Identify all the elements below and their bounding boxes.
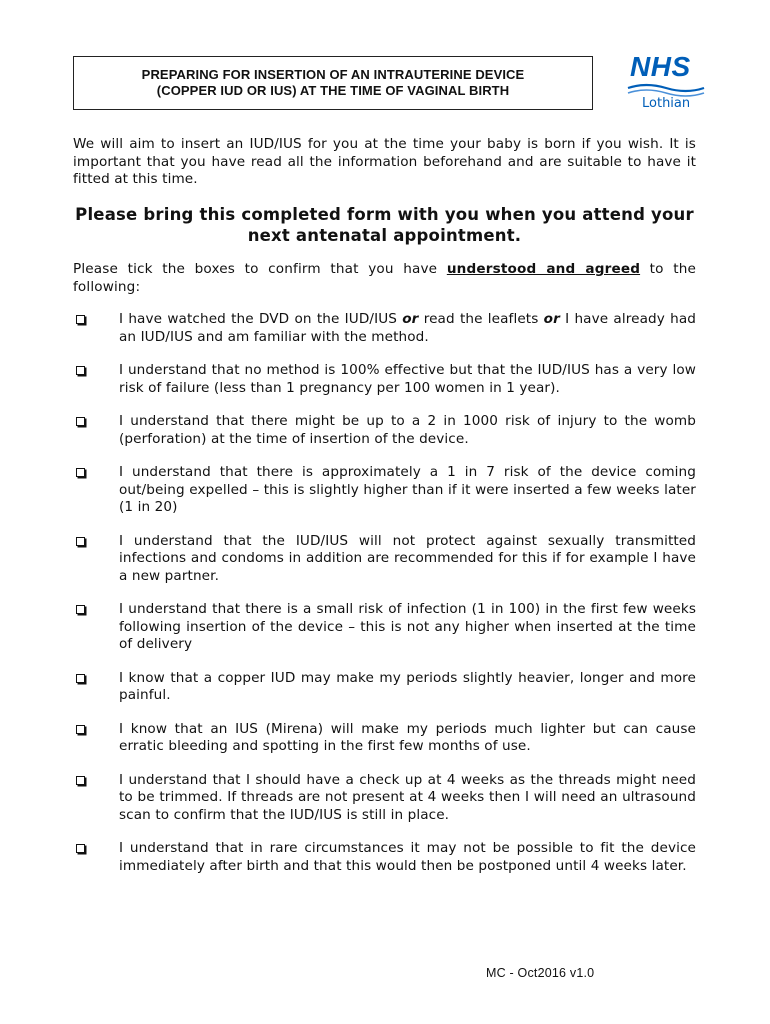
confirm-text-before: Please tick the boxes to confirm that you have [73, 261, 447, 277]
checklist-item [73, 840, 696, 875]
nhs-wordmark: NHS [630, 51, 691, 82]
checklist-item [73, 601, 696, 654]
confirm-text-after: to the following: [73, 261, 697, 295]
nhs-lothian-logo [624, 52, 708, 116]
checklist-item [73, 533, 696, 586]
item-or-emphasis: or [402, 311, 419, 327]
checklist-item-text [119, 311, 696, 346]
checklist-item-text: I understand that there is approximately a 1 in 7 risk of the device coming out/being expelled – this is slightly higher than if it were inserted a few weeks later (1 in 20) [119, 464, 696, 515]
checklist-item-text: I understand that there is a small risk of infection (1 in 100) in the first few weeks following insertion of the device – this is not any higher when inserted at the time of delivery [119, 601, 696, 652]
confirm-emphasis: understood and agreed [446, 261, 641, 277]
item-text-part: read the leaflets [418, 311, 544, 327]
checkbox-icon[interactable] [76, 537, 85, 546]
checkbox-icon[interactable] [76, 725, 85, 734]
checklist-item-text: I understand that I should have a check up at 4 weeks as the threads might need to be trimmed. If threads are not present at 4 weeks then I will need an ultrasound scan to confirm that the IUD/IUS is still in place. [119, 771, 696, 823]
checklist-item [73, 311, 696, 346]
bring-form-heading: Please bring this completed form with you when you attend your next antenatal appointment. [75, 205, 694, 245]
checklist-item-text: I understand that in rare circumstances it may not be possible to fit the device immediately after birth and that this would then be postponed until 4 weeks later. [119, 840, 696, 874]
confirm-instructions [73, 261, 696, 296]
checkbox-icon[interactable] [76, 366, 85, 375]
checklist-item-text: I know that an IUS (Mirena) will make my periods much lighter but can cause erratic bleeding and spotting in the first few months of use. [119, 720, 696, 754]
checklist-item-text: I know that a copper IUD may make my periods slightly heavier, longer and more painful. [119, 669, 696, 703]
intro-paragraph: We will aim to insert an IUD/IUS for you at the time your baby is born if you wish. It is important that you have read all the information beforehand and are suitable to have it fitted at this time. [73, 136, 696, 187]
checklist-item [73, 464, 696, 517]
checklist-item-text: I understand that the IUD/IUS will not protect against sexually transmitted infections and condoms in addition are recommended for this if for example I have a new partner. [119, 532, 696, 584]
document-title-line-2: (COPPER IUD OR IUS) AT THE TIME OF VAGINAL BIRTH [156, 83, 510, 98]
checkbox-icon[interactable] [76, 776, 85, 785]
checklist-item [73, 413, 696, 448]
document-title-line-1: PREPARING FOR INSERTION OF AN INTRAUTERINE DEVICE [141, 67, 525, 82]
checklist-item [73, 362, 696, 397]
checklist-item [73, 721, 696, 756]
confirmation-checklist [73, 311, 696, 891]
item-text-part: I have already had an IUD/IUS and am familiar with the method. [119, 311, 696, 345]
checkbox-icon[interactable] [76, 674, 85, 683]
document-title-box [73, 56, 593, 110]
checkbox-icon[interactable] [76, 315, 85, 324]
checkbox-icon[interactable] [76, 605, 85, 614]
version-footer: MC - Oct2016 v1.0 [486, 966, 595, 980]
checklist-item-text: I understand that there might be up to a 2 in 1000 risk of injury to the womb (perforation) at the time of insertion of the device. [119, 413, 696, 447]
checkbox-icon[interactable] [76, 468, 85, 477]
checkbox-icon[interactable] [76, 417, 85, 426]
item-text-part: I have watched the DVD on the IUD/IUS [119, 311, 403, 327]
logo-region-label: Lothian [642, 96, 691, 111]
item-or-emphasis: or [543, 311, 560, 327]
checklist-item [73, 772, 696, 825]
checklist-item-text: I understand that no method is 100% effective but that the IUD/IUS has a very low risk of failure (less than 1 pregnancy per 100 women in 1 year). [119, 362, 696, 396]
checklist-item [73, 670, 696, 705]
checkbox-icon[interactable] [76, 844, 85, 853]
